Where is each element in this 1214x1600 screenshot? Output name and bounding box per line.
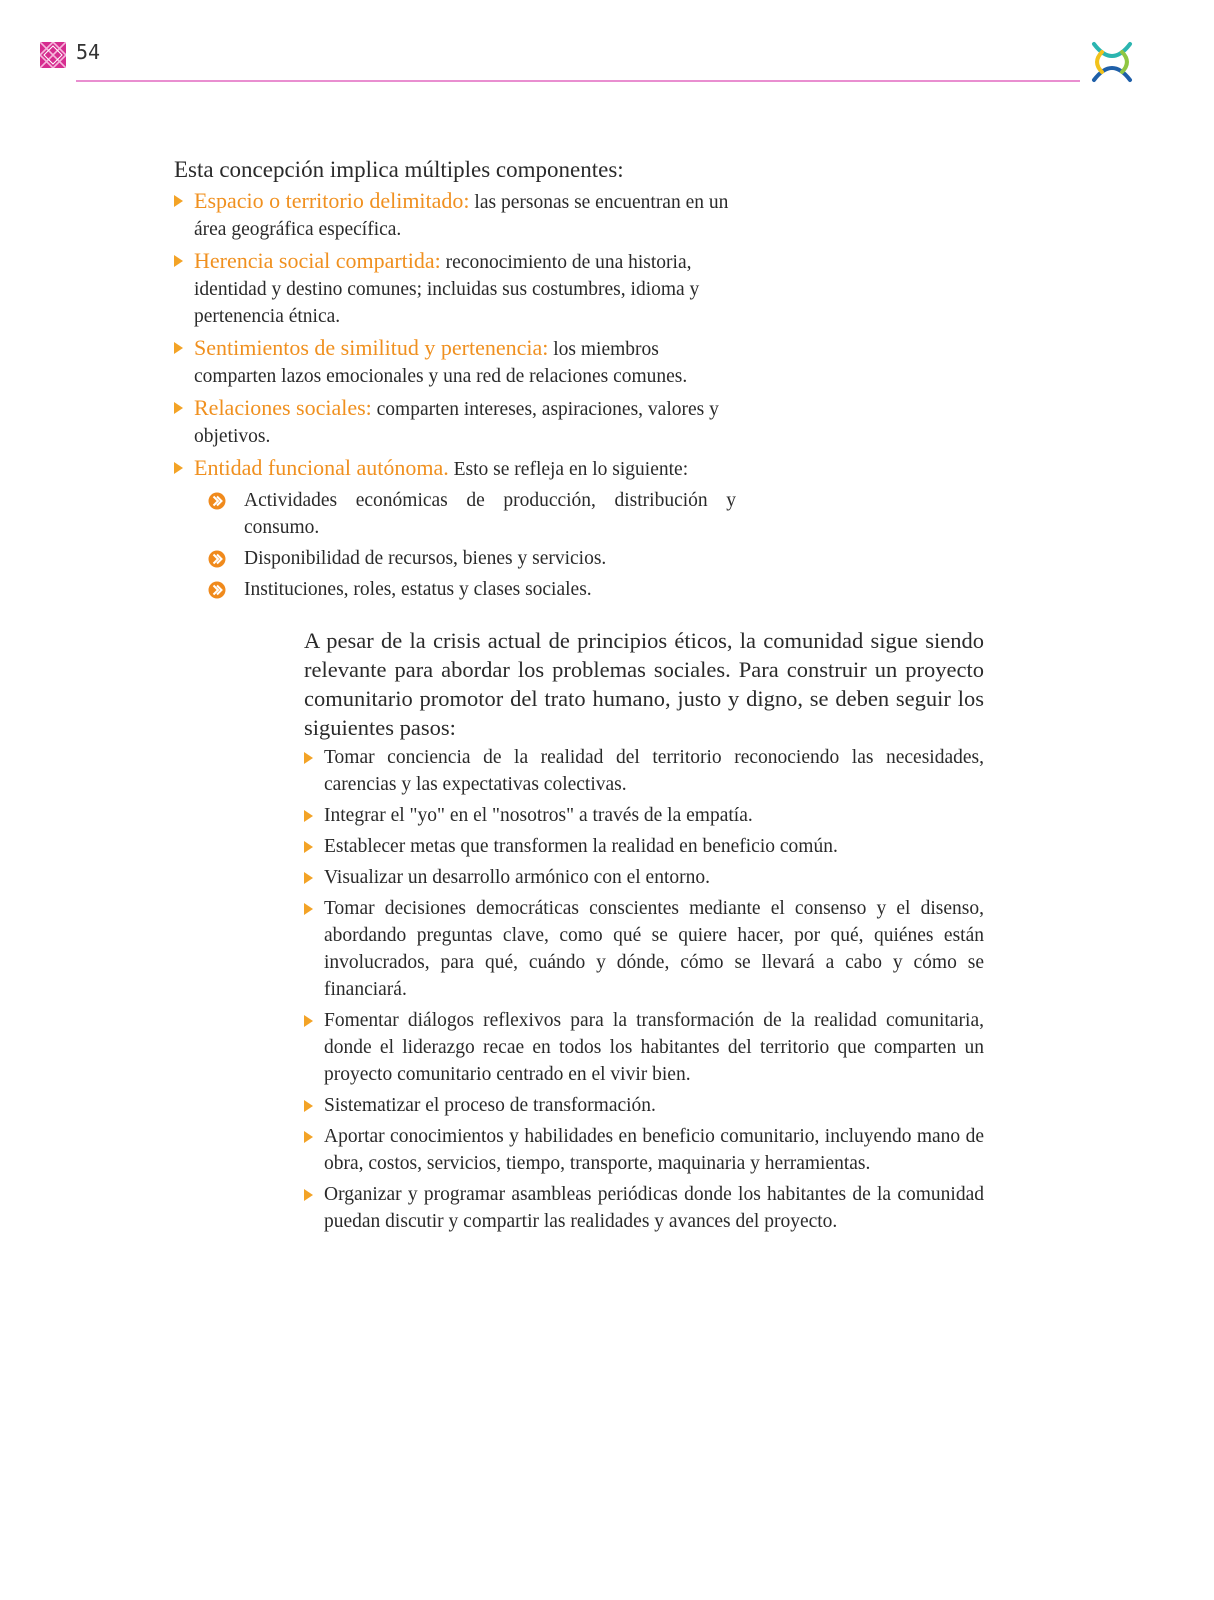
step-text: Integrar el "yo" en el "nosotros" a través de la empatía. — [324, 805, 753, 826]
steps-list — [304, 744, 984, 1235]
bullet-triangle-icon — [304, 752, 313, 764]
bullet-triangle-icon — [174, 255, 183, 267]
step-text: Sistematizar el proceso de transformación. — [324, 1095, 656, 1116]
component-text: comparten intereses, aspiraciones, valores y objetivos. — [194, 399, 719, 447]
component-text: Esto se refleja en lo siguiente: — [448, 459, 689, 480]
list-item — [304, 1123, 984, 1177]
chevron-right-circle-icon — [208, 492, 226, 510]
bullet-triangle-icon — [304, 841, 313, 853]
component-term: Espacio o territorio delimitado: — [194, 188, 470, 213]
list-item — [304, 895, 984, 1003]
chevron-right-circle-icon — [208, 581, 226, 599]
list-item — [304, 864, 984, 891]
header-rule — [76, 80, 1080, 82]
components-section — [174, 155, 736, 607]
bullet-triangle-icon — [174, 462, 183, 474]
bullet-triangle-icon — [304, 1189, 313, 1201]
sub-item-text: Instituciones, roles, estatus y clases sociales. — [244, 579, 592, 600]
step-text: Visualizar un desarrollo armónico con el entorno. — [324, 867, 710, 888]
bullet-triangle-icon — [304, 810, 313, 822]
component-term: Herencia social compartida: — [194, 248, 441, 273]
component-term: Relaciones sociales: — [194, 395, 372, 420]
sub-list-item — [208, 487, 736, 541]
bullet-triangle-icon — [304, 872, 313, 884]
components-list — [174, 187, 736, 603]
bullet-triangle-icon — [304, 1131, 313, 1143]
list-item — [174, 334, 736, 390]
bullet-triangle-icon — [304, 903, 313, 915]
step-text: Tomar decisiones democráticas conscientes mediante el consenso y el disenso, abordando preguntas clave, como qué se quiere hacer, por qué, quiénes están involucrados, para qué, cuándo y dónde, cómo se llevará a cabo y cómo se financiará. — [324, 898, 984, 1000]
steps-section — [304, 626, 984, 1239]
logo-icon — [1088, 38, 1136, 86]
step-text: Tomar conciencia de la realidad del territorio reconociendo las necesidades, carencias y las expectativas colectivas. — [324, 747, 984, 795]
bullet-triangle-icon — [174, 195, 183, 207]
bullet-triangle-icon — [174, 402, 183, 414]
step-text: Establecer metas que transformen la realidad en beneficio común. — [324, 836, 838, 857]
pattern-icon — [40, 42, 66, 68]
sub-list — [194, 487, 736, 603]
list-item — [174, 247, 736, 330]
sub-list-item — [208, 545, 736, 572]
component-text: reconocimiento de una historia, identidad y destino comunes; incluidas sus costumbres, idioma y pertenencia étnica. — [194, 252, 700, 327]
list-item — [304, 1007, 984, 1088]
components-intro: Esta concepción implica múltiples componentes: — [174, 157, 624, 182]
sub-item-text: Disponibilidad de recursos, bienes y servicios. — [244, 548, 607, 569]
list-item — [304, 833, 984, 860]
sub-item-text: Actividades económicas de producción, distribución y consumo. — [244, 490, 736, 538]
list-item — [304, 1092, 984, 1119]
list-item — [174, 394, 736, 450]
step-text: Aportar conocimientos y habilidades en beneficio comunitario, incluyendo mano de obra, costos, servicios, tiempo, transporte, maquinaria y herramientas. — [324, 1126, 984, 1174]
list-item — [304, 1181, 984, 1235]
component-text: las personas se encuentran en un área geográfica específica. — [194, 192, 729, 240]
component-term: Sentimientos de similitud y pertenencia: — [194, 335, 549, 360]
list-item — [304, 744, 984, 798]
list-item — [304, 802, 984, 829]
bullet-triangle-icon — [174, 342, 183, 354]
component-term: Entidad funcional autónoma. — [194, 455, 449, 480]
list-item — [174, 187, 736, 243]
step-text: Organizar y programar asambleas periódicas donde los habitantes de la comunidad puedan discutir y compartir las realidades y avances del proyecto. — [324, 1184, 984, 1232]
bullet-triangle-icon — [304, 1015, 313, 1027]
component-text: los miembros comparten lazos emocionales y una red de relaciones comunes. — [194, 339, 688, 387]
chevron-right-circle-icon — [208, 550, 226, 568]
steps-intro-paragraph: A pesar de la crisis actual de principios éticos, la comunidad sigue siendo relevante para abordar los problemas sociales. Para construir un proyecto comunitario promotor del trato humano, justo y digno, se deben seguir los siguientes pasos: — [304, 628, 984, 740]
step-text: Fomentar diálogos reflexivos para la transformación de la realidad comunitaria, donde el liderazgo recae en todos los habitantes del territorio que comparten un proyecto comunitario centrado en el vivir bien. — [324, 1010, 984, 1085]
sub-list-item — [208, 576, 736, 603]
bullet-triangle-icon — [304, 1100, 313, 1112]
list-item — [174, 454, 736, 603]
page-number: 54 — [76, 40, 101, 64]
